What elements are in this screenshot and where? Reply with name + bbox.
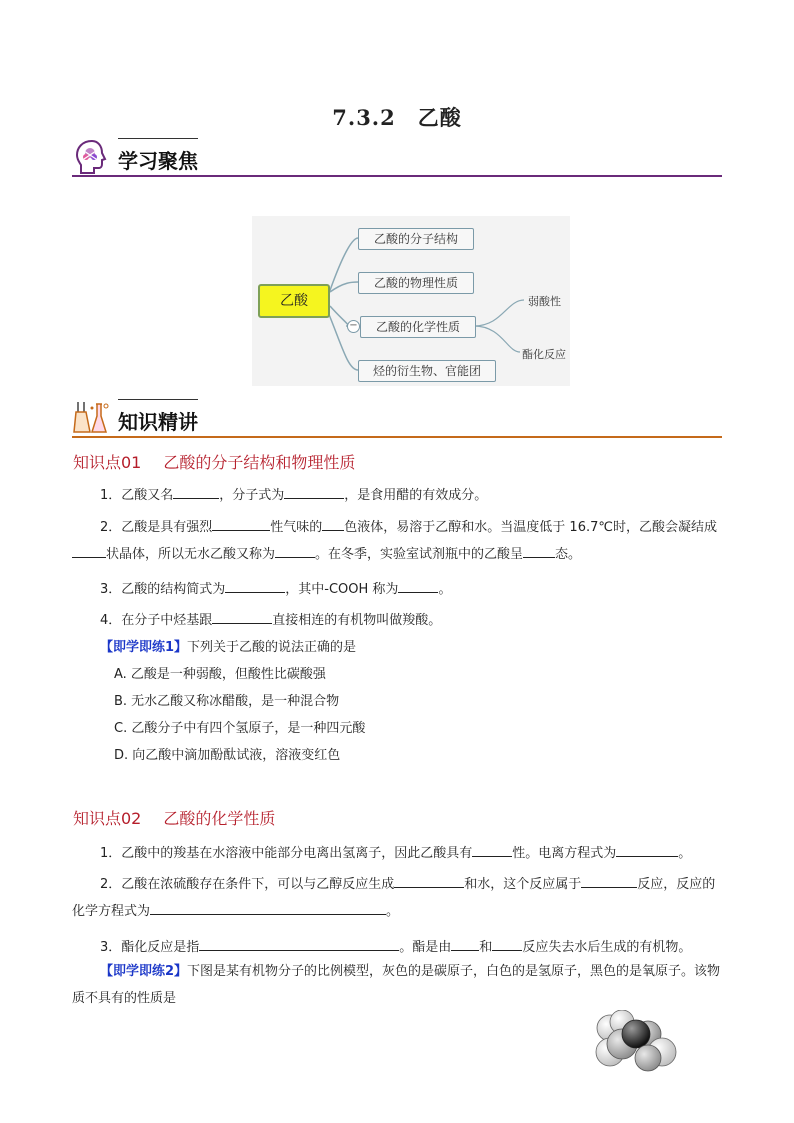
answer-blank[interactable] <box>398 578 438 593</box>
brain-head-icon <box>72 137 112 177</box>
answer-blank[interactable] <box>472 842 512 857</box>
section-knowledge-label: 知识精讲 <box>118 410 198 434</box>
section-knowledge-rule <box>72 436 722 438</box>
practice-question: 下图是某有机物分子的比例模型，灰色的是碳原子，白色的是氢原子，黑色的是氧原子。该物质不具有的性质是 <box>72 964 721 1006</box>
kp1-item-3: 3．乙酸的结构简式为 ，其中-COOH 称为 。 <box>72 576 724 603</box>
answer-blank[interactable] <box>492 936 522 951</box>
page-title: 7.3.2 乙酸 <box>332 105 462 130</box>
answer-blank[interactable] <box>581 873 637 888</box>
option-c[interactable]: C. 乙酸分子中有四个氢原子，是一种四元酸 <box>114 721 366 736</box>
mindmap-collapse-icon: − <box>347 320 360 333</box>
section-focus-rule <box>72 175 722 177</box>
option-d[interactable]: D. 向乙酸中滴加酚酞试液，溶液变红色 <box>114 748 341 763</box>
kp1-item-1: 1．乙酸又名 ，分子式为 ，是食用醋的有效成分。 <box>72 482 724 509</box>
kp2-item-3: 3．酯化反应是指 。酯是由 和 反应失去水后生成的有机物。 <box>72 934 724 961</box>
kp1-item-2: 2．乙酸是具有强烈 性气味的 色液体，易溶于乙醇和水。当温度低于 16.7℃时，乙酸会凝结成状晶体，所以无水乙酸又称为 。在冬季，实验室试剂瓶中的乙酸呈 态。 <box>72 514 724 568</box>
kp1-practice <box>100 636 356 655</box>
option-b[interactable]: B. 无水乙酸又称冰醋酸，是一种混合物 <box>114 694 340 709</box>
kp2-practice <box>72 958 724 1012</box>
mindmap-leaf-esterification: 酯化反应 <box>522 348 566 361</box>
mindmap-center: 乙酸 <box>258 284 330 318</box>
practice-question: 下列关于乙酸的说法正确的是 <box>187 640 357 655</box>
section-focus-header <box>72 137 722 177</box>
space-filling-molecule-model-icon <box>592 1010 682 1074</box>
kp2-title: 乙酸的化学性质 <box>163 809 276 828</box>
practice-tag: 【即学即练1】 <box>100 640 188 655</box>
section-knowledge-header <box>72 398 722 438</box>
section-focus-label: 学习聚焦 <box>118 149 198 173</box>
answer-blank[interactable] <box>616 842 678 857</box>
option-a[interactable]: A. 乙酸是一种弱酸，但酸性比碳酸强 <box>114 667 326 682</box>
answer-blank[interactable] <box>275 543 315 558</box>
answer-blank[interactable] <box>72 543 106 558</box>
mindmap-node-chemical: 乙酸的化学性质 <box>360 316 476 338</box>
mindmap-node-structure: 乙酸的分子结构 <box>358 228 474 250</box>
answer-blank[interactable] <box>212 516 270 531</box>
kp2-heading <box>73 806 275 829</box>
mindmap-node-derivative: 烃的衍生物、官能团 <box>358 360 496 382</box>
answer-blank[interactable] <box>284 484 344 499</box>
kp1-item-4: 4．在分子中烃基跟 直接相连的有机物叫做羧酸。 <box>72 607 724 634</box>
kp1-heading <box>73 450 355 473</box>
mindmap-node-physical: 乙酸的物理性质 <box>358 272 474 294</box>
answer-blank[interactable] <box>394 873 464 888</box>
answer-blank[interactable] <box>212 609 272 624</box>
answer-blank[interactable] <box>523 543 555 558</box>
section-topline <box>118 399 198 400</box>
kp2-number: 知识点02 <box>73 809 142 828</box>
kp1-number: 知识点01 <box>73 453 142 472</box>
answer-blank[interactable] <box>173 484 219 499</box>
mindmap-leaf-weak-acid: 弱酸性 <box>528 295 561 308</box>
kp1-title: 乙酸的分子结构和物理性质 <box>163 453 356 472</box>
kp2-item-1: 1．乙酸中的羧基在水溶液中能部分电离出氢离子，因此乙酸具有 性。电离方程式为 。 <box>72 840 724 867</box>
section-topline <box>118 138 198 139</box>
kp2-item-2: 2．乙酸在浓硫酸存在条件下，可以与乙醇反应生成 和水，这个反应属于 反应，反应的化学方程式为 。 <box>72 871 724 925</box>
answer-blank[interactable] <box>150 900 386 915</box>
answer-blank[interactable] <box>199 936 399 951</box>
answer-blank[interactable] <box>322 516 344 531</box>
answer-blank[interactable] <box>225 578 285 593</box>
lab-flask-icon <box>72 398 112 438</box>
mindmap <box>252 216 570 386</box>
practice-tag: 【即学即练2】 <box>100 964 188 979</box>
answer-blank[interactable] <box>451 936 479 951</box>
